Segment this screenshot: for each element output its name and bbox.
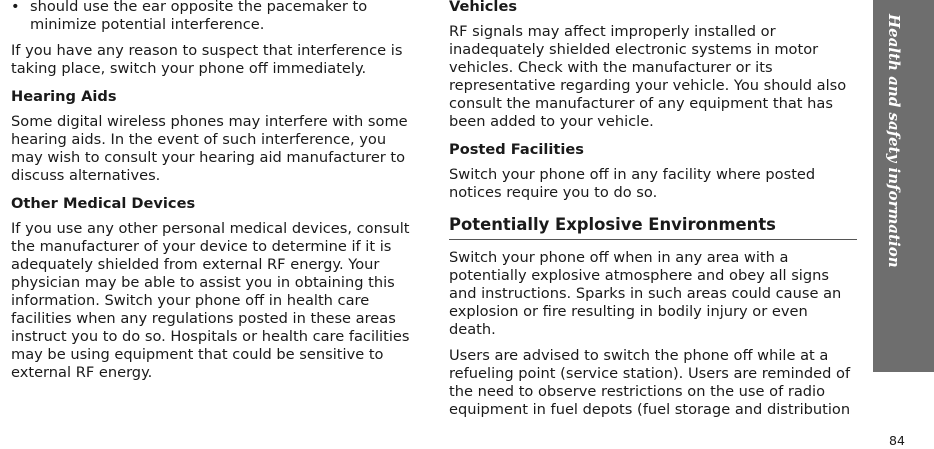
bullet-dot: • — [11, 0, 20, 15]
hearing-aids-paragraph: Some digital wireless phones may interfere with some hearing aids. In the event of such interference, you may wish to consult your hearing aid manufacturer to discuss alternatives. — [11, 113, 408, 184]
explosive-environments-paragraph-1: Switch your phone off when in any area with a potentially explosive atmosphere and obey all signs and instructions. Sparks in such areas could cause an explosion or fire resulting in bodily injury or even death. — [449, 249, 842, 338]
section-side-tab-label: Health and safety information — [885, 14, 903, 268]
interference-paragraph: If you have any reason to suspect that interference is taking place, switch your phone off immediately. — [11, 42, 403, 77]
vehicles-heading: Vehicles — [449, 0, 518, 15]
other-medical-devices-paragraph: If you use any other personal medical devices, consult the manufacturer of your device to determine if it is adequately shielded from external RF energy. Your physician may be able to assist you in obtaining this information. Switch your phone off in health care facilities when any regulations posted in these areas instruct you to do so. Hospitals or health care facilities may be using equipment that could be sensitive to external RF energy. — [11, 220, 410, 381]
posted-facilities-heading: Posted Facilities — [449, 141, 584, 158]
other-medical-devices-heading: Other Medical Devices — [11, 195, 196, 212]
explosive-environments-paragraph-2: Users are advised to switch the phone off while at a refueling point (service station). Users are reminded of the need to observe restrictions on the use of radio equipment in fuel depots (fuel storage and distribution — [449, 347, 851, 418]
posted-facilities-paragraph: Switch your phone off in any facility where posted notices require you to do so. — [449, 166, 816, 201]
bullet-item — [11, 0, 411, 34]
section-side-tab — [873, 0, 934, 372]
vehicles-paragraph: RF signals may affect improperly installed or inadequately shielded electronic systems in motor vehicles. Check with the manufacturer or its representative regarding your vehicle. You should also consult the manufacturer of any equipment that has been added to your vehicle. — [449, 23, 847, 130]
left-column — [11, 0, 411, 382]
explosive-environments-heading: Potentially Explosive Environments — [449, 214, 857, 240]
bullet-text: should use the ear opposite the pacemaker to minimize potential interference. — [30, 0, 368, 33]
page-number: 84 — [889, 433, 905, 448]
right-column — [449, 0, 857, 419]
hearing-aids-heading: Hearing Aids — [11, 88, 117, 105]
